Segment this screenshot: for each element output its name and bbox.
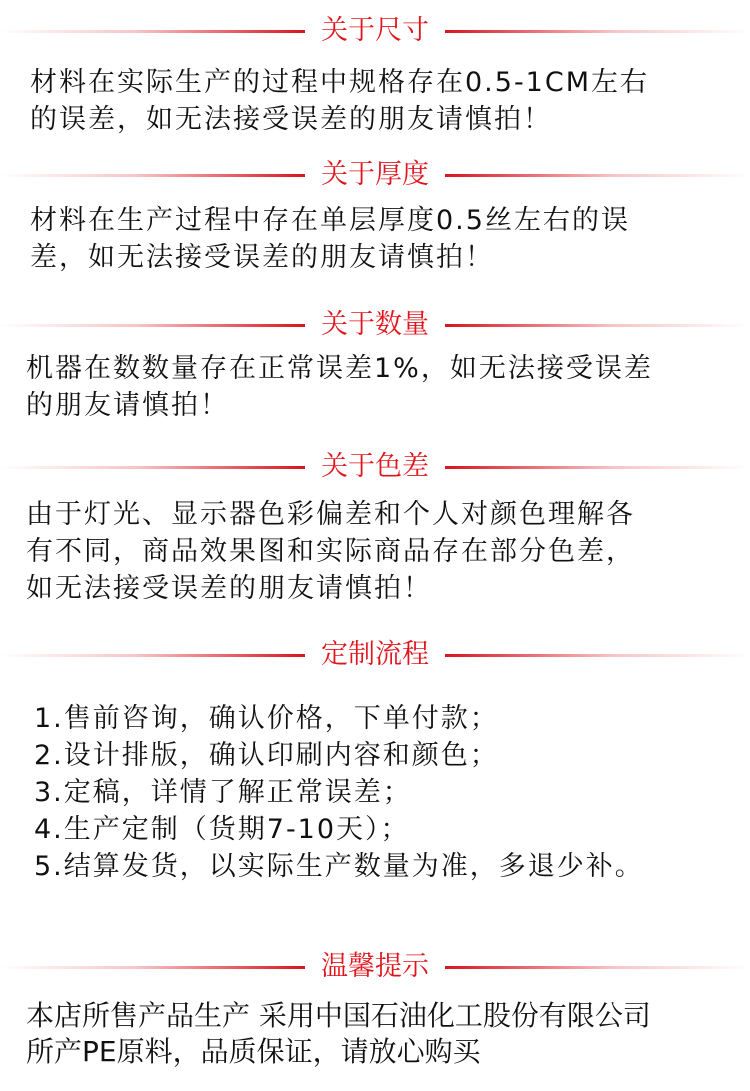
section-title: 关于尺寸 bbox=[321, 15, 429, 46]
body-line: 的朋友请慎拍！ bbox=[26, 390, 229, 421]
divider-line-right bbox=[445, 30, 750, 33]
divider-line-right bbox=[445, 966, 750, 969]
process-step: 3.定稿，详情了解正常误差； bbox=[34, 777, 412, 808]
body-line: 有不同，商品效果图和实际商品存在部分色差， bbox=[26, 536, 635, 567]
process-step: 5.结算发货，以实际生产数量为准，多退少补。 bbox=[34, 851, 644, 882]
divider-line-right bbox=[445, 174, 750, 177]
body-line: 的误差，如无法接受误差的朋友请慎拍！ bbox=[30, 104, 552, 135]
section-body-warm-tips bbox=[26, 998, 651, 1070]
divider-line-right bbox=[445, 466, 750, 469]
section-body-quantity bbox=[26, 350, 653, 424]
section-header-custom-process bbox=[0, 638, 750, 672]
section-header-warm-tips bbox=[0, 950, 750, 984]
body-line: 机器在数数量存在正常误差1%，如无法接受误差 bbox=[26, 353, 653, 384]
section-header-color-difference bbox=[0, 450, 750, 484]
section-header-size bbox=[0, 14, 750, 48]
divider-line-left bbox=[0, 654, 305, 657]
divider-line-left bbox=[0, 466, 305, 469]
divider-line-left bbox=[0, 324, 305, 327]
section-title: 定制流程 bbox=[321, 639, 429, 670]
divider-line-left bbox=[0, 966, 305, 969]
section-title: 温馨提示 bbox=[321, 951, 429, 982]
body-line: 所产PE原料，品质保证，请放心购买 bbox=[26, 1035, 481, 1068]
body-line: 本店所售产品生产 采用中国石油化工股份有限公司 bbox=[26, 999, 651, 1032]
divider-line-left bbox=[0, 30, 305, 33]
process-step: 4.生产定制（货期7-10天）； bbox=[34, 814, 410, 845]
section-title: 关于色差 bbox=[321, 451, 429, 482]
section-body-color-difference bbox=[26, 496, 635, 607]
process-step: 2.设计排版，确认印刷内容和颜色； bbox=[34, 740, 499, 771]
divider-line-right bbox=[445, 324, 750, 327]
section-header-thickness bbox=[0, 158, 750, 192]
section-header-quantity bbox=[0, 308, 750, 342]
divider-line-left bbox=[0, 174, 305, 177]
section-body-size bbox=[30, 64, 649, 138]
body-line: 如无法接受误差的朋友请慎拍！ bbox=[26, 573, 432, 604]
section-title: 关于数量 bbox=[321, 309, 429, 340]
body-line: 差，如无法接受误差的朋友请慎拍！ bbox=[30, 242, 494, 273]
section-body-custom-process bbox=[34, 700, 644, 885]
divider-line-right bbox=[445, 654, 750, 657]
body-line: 材料在生产过程中存在单层厚度0.5丝左右的误 bbox=[30, 205, 630, 236]
body-line: 材料在实际生产的过程中规格存在0.5-1CM左右 bbox=[30, 67, 650, 98]
section-body-thickness bbox=[30, 202, 630, 276]
section-title: 关于厚度 bbox=[321, 159, 429, 190]
body-line: 由于灯光、显示器色彩偏差和个人对颜色理解各 bbox=[26, 499, 635, 530]
process-step: 1.售前咨询，确认价格，下单付款； bbox=[34, 703, 499, 734]
